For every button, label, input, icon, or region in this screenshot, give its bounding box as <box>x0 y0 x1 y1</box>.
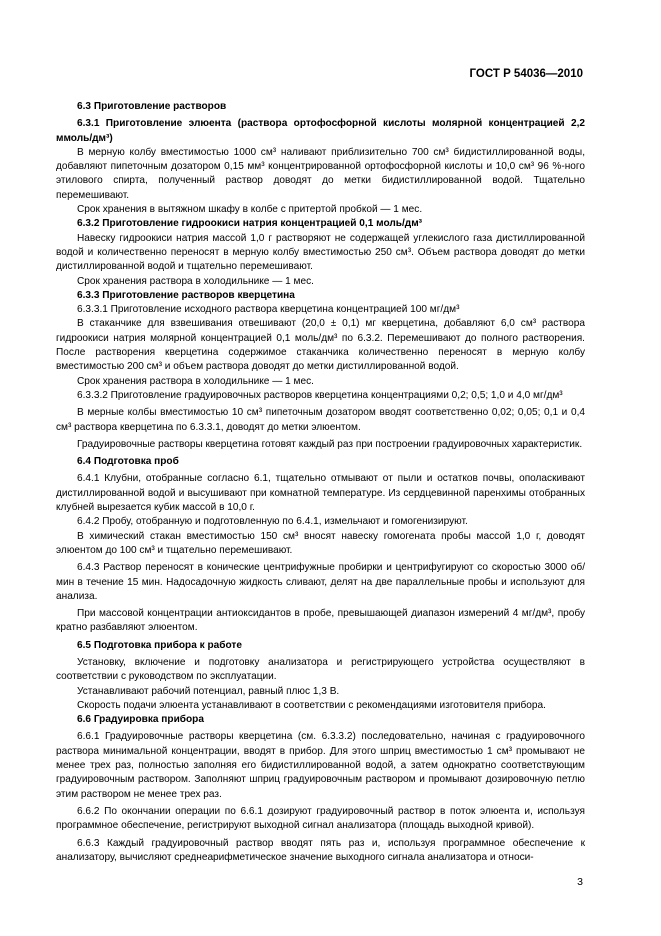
paragraph: 6.3.3.2 Приготовление градуировочных растворов кверцетина концентрациями 0,2; 0,5; 1,0 и 4,0 мг/дм³ <box>77 389 563 401</box>
page-number: 3 <box>577 876 583 888</box>
paragraph: В мерную колбу вместимостью 1000 см³ наливают приблизительно 700 см³ бидистиллированной воды, добавляют пипеточным дозатором 0,15 мм³ концентрированной ортофосфорной кислоты и 10,0 см³ 96 %-ного этилового спирта, полученный раствор доводят до метки бидистиллированной водой. Тщательно перемешивают. <box>56 146 585 201</box>
paragraph: 6.6.1 Градуировочные растворы кверцетина (см. 6.3.3.2) последовательно, начиная с градуировочного раствора минимальной концентрации, вводят в прибор. Для этого шприц вместимостью 1 см³ промывают не менее трех раз, полностью заполняя его бидистиллированной водой, а затем однократно соответствующим градуировочным раствором. Заполняют шприц градуировочным раствором и промывают дозировочную петлю этим раствором не менее трех раз. <box>56 731 585 800</box>
section-heading-6-5: 6.5 Подготовка прибора к работе <box>77 639 242 651</box>
paragraph: 6.4.1 Клубни, отобранные согласно 6.1, тщательно отмывают от пыли и остатков почвы, ополаскивают дистиллированной водой и высушивают при комнатной температуре. Из сердцевинной паренхимы отобранных клубней вырезается кубик массой в 10,0 г. <box>56 473 585 514</box>
paragraph: 6.4.3 Раствор переносят в конические центрифужные пробирки и центрифугируют со скоростью 3000 об/мин в течение 15 мин. Надосадочную жидкость сливают, делят на две параллельные пробы и используют для анализа. <box>56 562 585 602</box>
paragraph: Срок хранения в вытяжном шкафу в колбе с притертой пробкой — 1 мес. <box>77 204 423 216</box>
standard-designation: ГОСТ Р 54036—2010 <box>469 68 583 80</box>
section-heading-6-3: 6.3 Приготовление растворов <box>77 101 227 112</box>
paragraph: Градуировочные растворы кверцетина готовят каждый раз при построении градуировочных характеристик. <box>77 438 583 450</box>
paragraph: Срок хранения раствора в холодильнике — 1 мес. <box>77 275 314 287</box>
paragraph: В стаканчике для взвешивания отвешивают (20,0 ± 0,1) мг кверцетина, добавляют 6,0 см³ раствора гидроокиси натрия молярной концентрацией 0,1 моль/дм³ по 6.3.2. Перемешивают до полного растворения. После растворения кверцетина содержимое стаканчика количественно переносят в мерную колбу вместимостью 200 см³ и объем раствора доводят до метки дистиллированной водой. <box>56 318 585 373</box>
subsection-heading-6-3-2: 6.3.2 Приготовление гидроокиси натрия концентрацией 0,1 моль/дм³ <box>77 218 423 230</box>
paragraph: Навеску гидроокиси натрия массой 1,0 г растворяют не содержащей углекислого газа дистиллированной водой и количественно переносят в мерную колбу вместимостью 250 см³. Объем раствора доводят до метки дистиллированной водой и тщательно перемешивают. <box>56 232 585 273</box>
paragraph: При массовой концентрации антиоксидантов в пробе, превышающей диапазон измерений 4 мг/дм³, пробу кратно разбавляют элюентом. <box>56 608 585 634</box>
paragraph: В химический стакан вместимостью 150 см³ вносят навеску гомогената пробы массой 1,0 г, доводят элюентом до 100 см³ и тщательно перемешивают. <box>56 530 585 556</box>
document-body <box>56 100 585 865</box>
subsection-heading-6-3-1: 6.3.1 Приготовление элюента (раствора ортофосфорной кислоты молярной концентрацией 2,2 ммоль/дм³) <box>56 118 585 144</box>
paragraph: 6.4.2 Пробу, отобранную и подготовленную по 6.4.1, измельчают и гомогенизируют. <box>77 516 468 528</box>
section-heading-6-6: 6.6 Градуировка прибора <box>77 714 204 726</box>
subsection-heading-6-3-3: 6.3.3 Приготовление растворов кверцетина <box>77 289 295 301</box>
paragraph: Срок хранения раствора в холодильнике — 1 мес. <box>77 375 314 387</box>
paragraph: 6.6.3 Каждый градуировочный раствор вводят пять раз и, используя программное обеспечение к анализатору, вычисляют среднеарифметическое значение выходного сигнала анализатора и относи- <box>56 837 585 863</box>
paragraph: Установку, включение и подготовку анализатора и регистрирующего устройства осуществляют в соответствии с руководством по эксплуатации. <box>56 656 585 683</box>
paragraph: В мерные колбы вместимостью 10 см³ пипеточным дозатором вводят соответственно 0,02; 0,05; 0,1 и 0,4 см³ раствора кверцетина по 6.3.3.1, доводят до метки элюентом. <box>56 407 585 433</box>
paragraph: Устанавливают рабочий потенциал, равный плюс 1,3 В. <box>77 685 340 697</box>
section-heading-6-4: 6.4 Подготовка проб <box>77 456 179 468</box>
paragraph: Скорость подачи элюента устанавливают в соответствии с рекомендациями изготовителя прибора. <box>77 699 546 711</box>
paragraph: 6.6.2 По окончании операции по 6.6.1 дозируют градуировочный раствор в поток элюента и, используя программное обеспечение, регистрируют выходной сигнал анализатора (площадь выходной кривой). <box>56 805 585 832</box>
paragraph: 6.3.3.1 Приготовление исходного раствора кверцетина концентрацией 100 мг/дм³ <box>77 304 460 316</box>
